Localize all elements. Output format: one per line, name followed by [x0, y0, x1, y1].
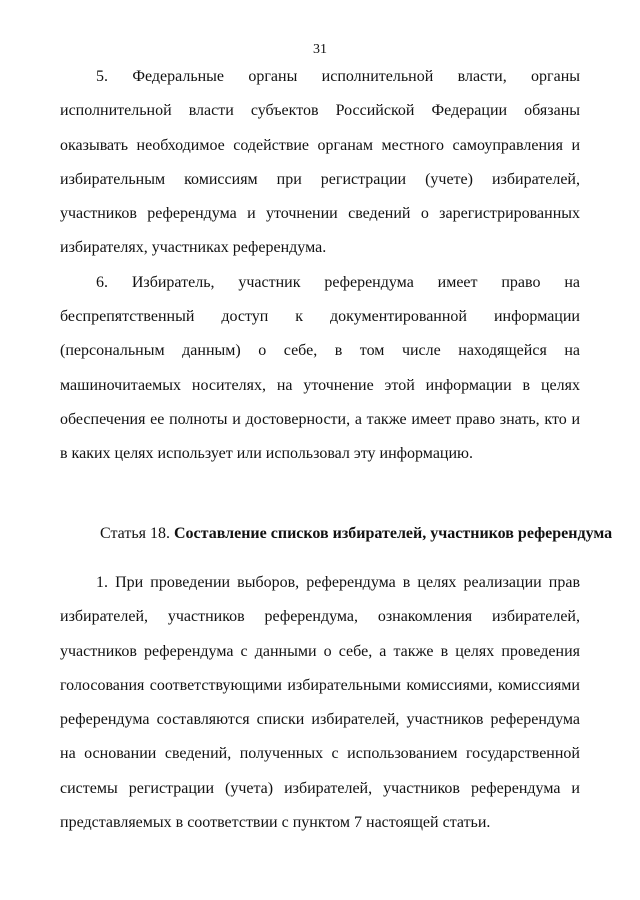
paragraph-6: 6. Избиратель, участник референдума имеет право на беспрепятственный доступ к документированной информации (персональным данным) о себе, в том числе находящейся на машиночитаемых носителях, на уточнение этой информации в целях обеспечения ее полноты и достоверности, а также имеет право знать, кто и в каких целях использует или использовал эту информацию.	[60, 273, 580, 463]
article-heading	[100, 522, 613, 546]
article-label: Статья 18.	[100, 525, 170, 542]
article-title: Составление списков избирателей, участников референдума	[173, 525, 613, 542]
paragraph-5: 5. Федеральные органы исполнительной власти, органы исполнительной власти субъектов Российской Федерации обязаны оказывать необходимое содействие органам местного самоуправления и избирательным комиссиям при регистрации (учете) избирателей, участников референдума и уточнении сведений о зарегистрированных избирателях, участниках референдума.	[60, 68, 580, 257]
document-body-top	[60, 60, 580, 472]
article-paragraph-1: 1. При проведении выборов, референдума в целях реализации прав избирателей, участников референдума, ознакомления избирателей, участников референдума с данными о себе, а также в целях проведения голосования соответствующими избирательными комиссиями, комиссиями референдума составляются списки избирателей, участников референдума на основании сведений, полученных с использованием государственной системы регистрации (учета) избирателей, участников референдума и представляемых в соответствии с пунктом 7 настоящей статьи.	[60, 574, 580, 832]
document-body-bottom	[60, 566, 580, 840]
page-number: 31	[313, 42, 327, 57]
